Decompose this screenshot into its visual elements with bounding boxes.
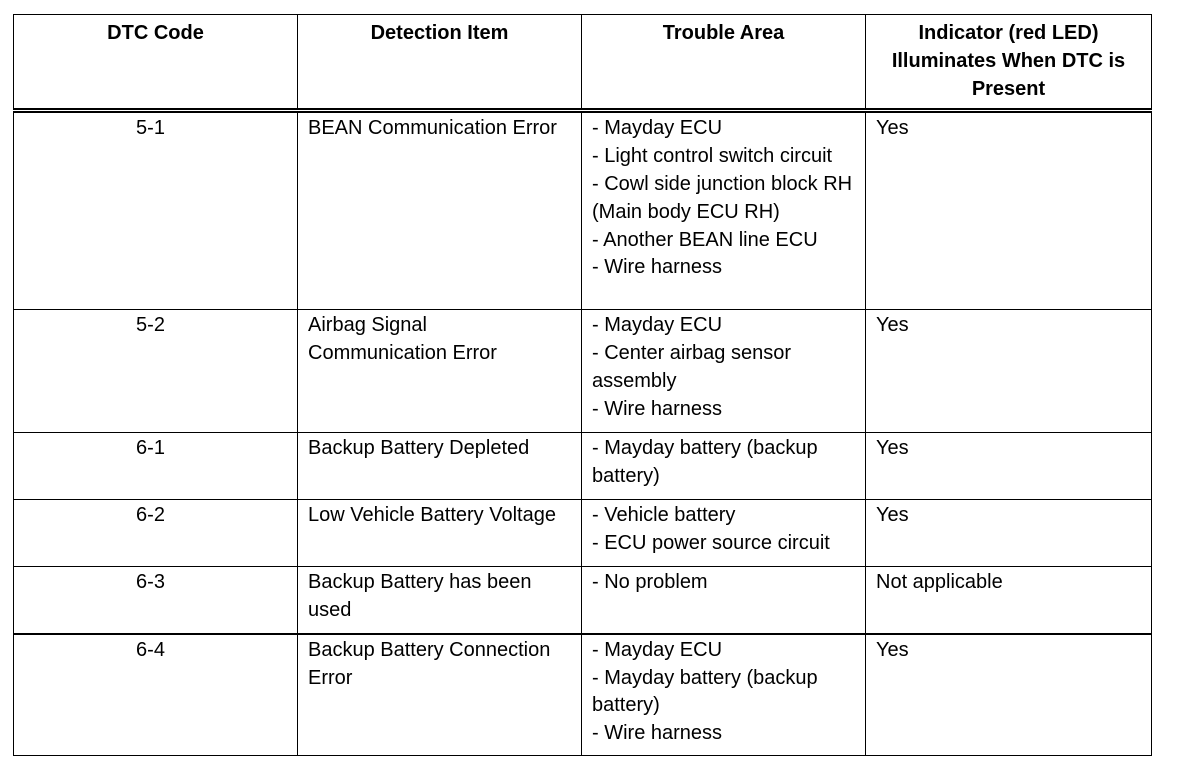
trouble-area-line: - Vehicle battery bbox=[592, 504, 736, 527]
header-indicator: Indicator (red LED) Illuminates When DTC is Present bbox=[866, 15, 1152, 111]
detection-item-cell: Low Vehicle Battery Voltage bbox=[298, 500, 582, 567]
indicator-cell: Yes bbox=[866, 634, 1152, 756]
dtc-code-cell: 6-3 bbox=[14, 567, 298, 634]
trouble-area-cell bbox=[582, 310, 866, 433]
trouble-area-line: - Wire harness bbox=[592, 256, 723, 279]
indicator-cell: Yes bbox=[866, 433, 1152, 500]
trouble-area-line: - Another BEAN line ECU bbox=[592, 228, 818, 251]
detection-item-cell: Airbag Signal Communication Error bbox=[298, 310, 582, 433]
trouble-area-cell bbox=[582, 433, 866, 500]
trouble-area-cell bbox=[582, 567, 866, 634]
trouble-area-cell bbox=[582, 634, 866, 756]
trouble-area-line: - Mayday ECU bbox=[592, 638, 723, 661]
header-dtc-code: DTC Code bbox=[14, 15, 298, 111]
dtc-code-cell: 6-4 bbox=[14, 634, 298, 756]
detection-item-cell: Backup Battery has been used bbox=[298, 567, 582, 634]
detection-item-cell: Backup Battery Connection Error bbox=[298, 634, 582, 756]
trouble-area-line: - Cowl side junction block RH (Main body ECU RH) bbox=[592, 172, 853, 223]
indicator-cell: Not applicable bbox=[866, 567, 1152, 634]
indicator-cell: Yes bbox=[866, 500, 1152, 567]
dtc-table-container bbox=[13, 14, 1151, 756]
indicator-cell: Yes bbox=[866, 310, 1152, 433]
trouble-area-line: - Mayday ECU bbox=[592, 314, 723, 337]
header-detection-item: Detection Item bbox=[298, 15, 582, 111]
dtc-code-cell: 6-1 bbox=[14, 433, 298, 500]
trouble-area-cell bbox=[582, 111, 866, 310]
table-row bbox=[14, 433, 1152, 500]
trouble-area-line: - Wire harness bbox=[592, 722, 723, 745]
trouble-area-cell bbox=[582, 500, 866, 567]
table-row bbox=[14, 634, 1152, 756]
trouble-area-line: - Wire harness bbox=[592, 397, 723, 420]
table-row bbox=[14, 567, 1152, 634]
trouble-area-line: - No problem bbox=[592, 571, 708, 594]
detection-item-cell: BEAN Communication Error bbox=[298, 111, 582, 310]
dtc-code-cell: 6-2 bbox=[14, 500, 298, 567]
trouble-area-line: - Light control switch circuit bbox=[592, 145, 833, 168]
detection-item-cell: Backup Battery Depleted bbox=[298, 433, 582, 500]
table-row bbox=[14, 111, 1152, 310]
trouble-area-line: - ECU power source circuit bbox=[592, 532, 830, 555]
trouble-area-line: - Mayday battery (backup battery) bbox=[592, 437, 818, 488]
table-row bbox=[14, 310, 1152, 433]
trouble-area-line: - Mayday ECU bbox=[592, 117, 723, 140]
dtc-table bbox=[13, 14, 1152, 756]
table-header-row bbox=[14, 15, 1152, 111]
trouble-area-line: - Mayday battery (backup battery) bbox=[592, 666, 818, 717]
header-trouble-area: Trouble Area bbox=[582, 15, 866, 111]
dtc-code-cell: 5-1 bbox=[14, 111, 298, 310]
trouble-area-line: - Center airbag sensor assembly bbox=[592, 342, 791, 392]
dtc-code-cell: 5-2 bbox=[14, 310, 298, 433]
table-row bbox=[14, 500, 1152, 567]
indicator-cell: Yes bbox=[866, 111, 1152, 310]
